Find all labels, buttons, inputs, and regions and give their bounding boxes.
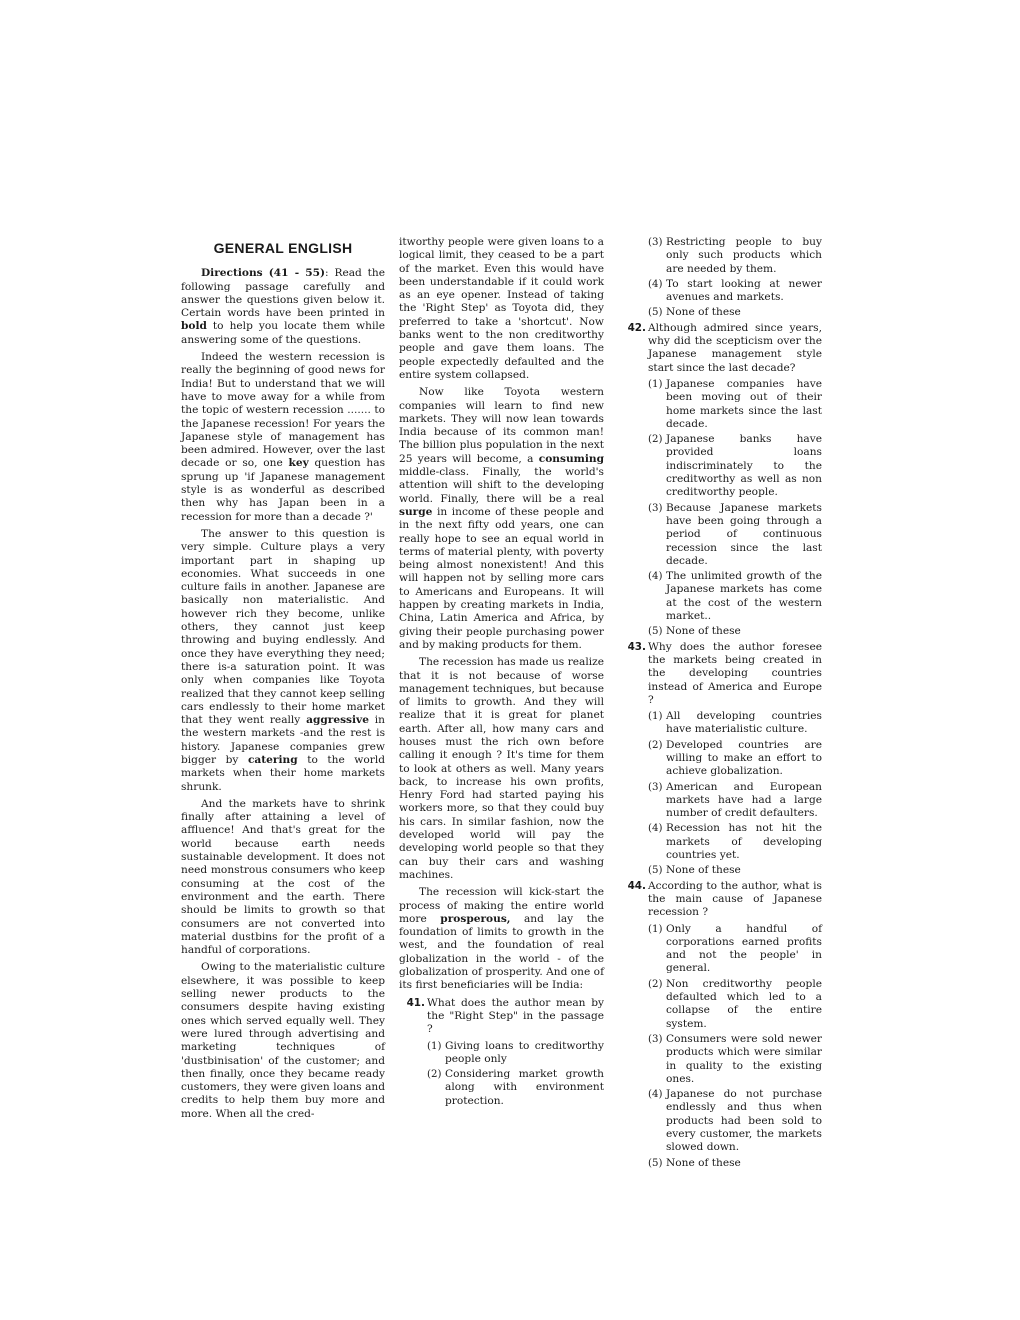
option-number: (5) bbox=[648, 1157, 663, 1169]
option-text: Japanese companies have been moving out of their home markets since the last decade. bbox=[666, 377, 822, 430]
option-item bbox=[648, 1033, 822, 1086]
option-item bbox=[648, 278, 822, 305]
directions-text-2: to help you locate them while answering some of the questions. bbox=[181, 320, 385, 346]
question-number: 43. bbox=[627, 640, 646, 653]
option-number: (3) bbox=[648, 502, 663, 514]
option-text: Giving loans to creditworthy people only bbox=[445, 1039, 604, 1065]
p2-text-3: to the world markets when their home markets shrunk. bbox=[181, 753, 385, 793]
directions-text-1: : Read the following passage carefully and answer the questions given below it. Certain words have been printed in bbox=[181, 267, 385, 320]
directions-bold-word: bold bbox=[181, 320, 207, 333]
option-text: Japanese do not purchase endlessly and thus when products had been sold to every customer, the markets slowed down. bbox=[666, 1088, 822, 1154]
option-number: (4) bbox=[648, 278, 663, 290]
option-number: (5) bbox=[648, 307, 663, 319]
option-number: (2) bbox=[427, 1069, 442, 1081]
option-text: Developed countries are willing to make an effort to achieve globalization. bbox=[666, 738, 822, 778]
passage-paragraph-4-part-b: itworthy people were given loans to a logical limit, they ceased to be a part of the market. Even this would have been understandable if it could work as an eye opener. Instead of taking the 'Right Step' as Toyota did, they preferred to take a 'shortcut'. Now banks went to the non creditworthy people and gave them loans. The people expectedly defaulted and the entire system collapsed. bbox=[399, 236, 604, 381]
question-number: 42. bbox=[627, 321, 646, 334]
p5-bold-consuming: consuming bbox=[538, 452, 604, 465]
question-number: 41. bbox=[406, 996, 425, 1009]
option-item bbox=[648, 1088, 822, 1154]
option-text: All developing countries have materialistic culture. bbox=[666, 710, 822, 736]
question-41 bbox=[399, 997, 604, 1037]
option-text: Restricting people to buy only such products which are needed by them. bbox=[666, 236, 822, 275]
option-number: (1) bbox=[648, 711, 663, 723]
p5-text-2: middle-class. Finally, the world's attention will shift to the developing world. Finally, there will be a real bbox=[399, 466, 604, 505]
passage-paragraph-7 bbox=[399, 886, 604, 992]
option-text: None of these bbox=[666, 1156, 741, 1169]
question-42-options bbox=[648, 378, 822, 639]
question-41-options bbox=[427, 1040, 604, 1108]
option-item bbox=[648, 570, 822, 623]
passage-paragraph-3: And the markets have to shrink finally after attaining a level of affluence! And that's great for the world because earth needs sustainable development. It does not need monstrous consumers who keep consuming at the cost of the environment and the earth. There should be limits to growth so that consumers are not converted into material dustbins for the profit of a handful of corporations. bbox=[181, 797, 385, 957]
question-43 bbox=[620, 641, 822, 707]
option-item bbox=[648, 781, 822, 821]
question-text: According to the author, what is the main cause of Japanese recession ? bbox=[648, 879, 822, 919]
p2-text-2: in the western markets -and the rest is history. Japanese companies grew bigger by bbox=[181, 714, 385, 766]
option-number: (2) bbox=[648, 739, 663, 751]
question-43-options bbox=[648, 710, 822, 878]
p1-bold-key: key bbox=[288, 457, 309, 470]
passage-paragraph-4-part-a: Owing to the materialistic culture elsewhere, it was possible to keep selling newer products to the consumers despite having existing ones which served equally well. They were lured through advertising and marketing techniques of 'dustbinisation' of the customer; and then finally, once they became ready customers, they were given loans and credits to help them buy more and more. When all the cred- bbox=[181, 961, 385, 1120]
column-middle bbox=[399, 236, 604, 1110]
question-44 bbox=[620, 880, 822, 920]
p1-text-2: question has sprung up 'if Japanese management style is as wonderful as described then why has Japan been in a recession for more than a decade ?' bbox=[181, 457, 386, 523]
option-number: (2) bbox=[648, 434, 663, 446]
option-number: (4) bbox=[648, 571, 663, 583]
directions-label: Directions (41 - 55) bbox=[201, 267, 326, 280]
option-number: (1) bbox=[648, 378, 663, 390]
option-number: (4) bbox=[648, 823, 663, 835]
question-text: Why does the author foresee the markets being created in the developing countries instead of America and Europe ? bbox=[648, 640, 822, 706]
passage-paragraph-2 bbox=[181, 528, 385, 794]
p5-bold-surge: surge bbox=[399, 505, 433, 518]
p5-text-1: Now like Toyota western companies will learn to find new markets. They will now lean towards India because of its common man! The billion plus population in the next 25 years will become, a bbox=[399, 386, 604, 465]
p2-text-1: The answer to this question is very simple. Culture plays a very important part in shaping up economies. What succeeds in one culture fails in another. Japanese are basically non materialistic. And however rich they become, unlike others, they cannot just keep throwing and buying endlessly. And once they have everything they need; there is-a saturation point. It was only when companies like Toyota realized that they cannot keep selling cars endlessly to their home market that they went really bbox=[181, 527, 385, 727]
directions-paragraph bbox=[181, 267, 385, 347]
column-right bbox=[620, 236, 822, 1172]
question-text: What does the author mean by the "Right Step" in the passage ? bbox=[427, 996, 604, 1036]
option-number: (3) bbox=[648, 1033, 663, 1045]
option-item bbox=[648, 822, 822, 862]
option-text: Considering market growth along with environment protection. bbox=[445, 1068, 604, 1107]
option-text: The unlimited growth of the Japanese markets has come at the cost of the western market.. bbox=[666, 570, 822, 623]
question-41-options-continued bbox=[648, 236, 822, 320]
passage-paragraph-6: The recession has made us realize that it is not because of worse management techniques, but because of limits to growth. And they will realize that it is great for planet earth. After all, how many cars and houses must the rich own before calling it enough ? It's time for them to look at others as well. Many years back, to increase his own profits, Henry Ford had started paying his workers more, so that they could buy his cars. In similar fashion, now the developed world will pay the developing world people so that they can buy their cars and washing machines. bbox=[399, 656, 604, 881]
question-number: 44. bbox=[627, 879, 646, 892]
p7-text-2: and lay the foundation of limits to growth in the west, and the foundation of real globalization in the world - of the globalization of prosperity. And one of its first beneficiaries will be India: bbox=[399, 912, 605, 992]
option-item bbox=[648, 502, 822, 568]
option-text: American and European markets have had a large number of credit defaulters. bbox=[666, 780, 822, 820]
option-text: To start looking at newer avenues and markets. bbox=[666, 277, 822, 304]
option-text: Japanese banks have provided loans indiscriminately to the creditworthy as well as non creditworthy people. bbox=[666, 433, 822, 499]
passage-paragraph-1 bbox=[181, 351, 385, 524]
option-number: (5) bbox=[648, 626, 663, 638]
p1-text-1: Indeed the western recession is really the beginning of good news for India! But to understand that we will have to move away for a while from the topic of western recession ....... to the Japanese recession! For years the Japanese style of management has been admired. However, over the last decade or so, one bbox=[181, 351, 385, 470]
passage-paragraph-5 bbox=[399, 386, 604, 652]
p2-bold-aggressive: aggressive bbox=[306, 714, 369, 727]
option-item bbox=[648, 306, 822, 319]
option-text: Non creditworthy people defaulted which led to a collapse of the entire system. bbox=[666, 977, 822, 1030]
option-number: (1) bbox=[427, 1040, 442, 1052]
question-text: Although admired since years, why did the scepticism over the Japanese management style start since the last decade? bbox=[648, 321, 822, 374]
option-number: (2) bbox=[648, 978, 663, 990]
option-item bbox=[648, 433, 822, 499]
option-item bbox=[648, 739, 822, 779]
option-text: Consumers were sold newer products which were similar in quality to the existing ones. bbox=[666, 1032, 822, 1085]
option-text: None of these bbox=[666, 864, 741, 877]
option-number: (5) bbox=[648, 865, 663, 877]
option-text: None of these bbox=[666, 625, 741, 638]
option-number: (1) bbox=[648, 923, 663, 935]
option-number: (3) bbox=[648, 781, 663, 793]
option-number: (4) bbox=[648, 1089, 663, 1101]
option-item bbox=[648, 236, 822, 276]
option-item bbox=[648, 710, 822, 737]
option-item bbox=[648, 1157, 822, 1170]
option-text: None of these bbox=[666, 306, 741, 319]
option-text: Because Japanese markets have been going through a period of continuous recession since the last decade. bbox=[666, 501, 822, 567]
column-left bbox=[181, 236, 385, 1125]
section-title: GENERAL ENGLISH bbox=[213, 240, 353, 256]
question-44-options bbox=[648, 923, 822, 1170]
option-text: Recession has not hit the markets of developing countries yet. bbox=[666, 822, 822, 862]
option-item bbox=[427, 1040, 604, 1067]
p5-text-3: in income of these people and in the next fifty odd years, one can really hope to see an equal world in terms of material plenty, with poverty being almost nonexistent! And this will happen not by selling more cars to Americans and Europeans. It will happen by creating markets in India, China, Latin America and Africa, by giving their people purchasing power and by making products for them. bbox=[399, 505, 604, 651]
p2-bold-catering: catering bbox=[247, 753, 298, 766]
question-42 bbox=[620, 322, 822, 375]
option-item bbox=[648, 978, 822, 1031]
option-text: Only a handful of corporations earned profits and not the people' in general. bbox=[666, 922, 822, 975]
option-item bbox=[648, 923, 822, 976]
option-item bbox=[648, 625, 822, 638]
option-item bbox=[427, 1068, 604, 1108]
option-item bbox=[648, 864, 822, 877]
p7-text-1: The recession will kick-start the process of making the entire world more bbox=[399, 886, 604, 925]
option-item bbox=[648, 378, 822, 431]
option-number: (3) bbox=[648, 237, 663, 248]
p7-bold-prosperous: prosperous, bbox=[440, 912, 511, 925]
